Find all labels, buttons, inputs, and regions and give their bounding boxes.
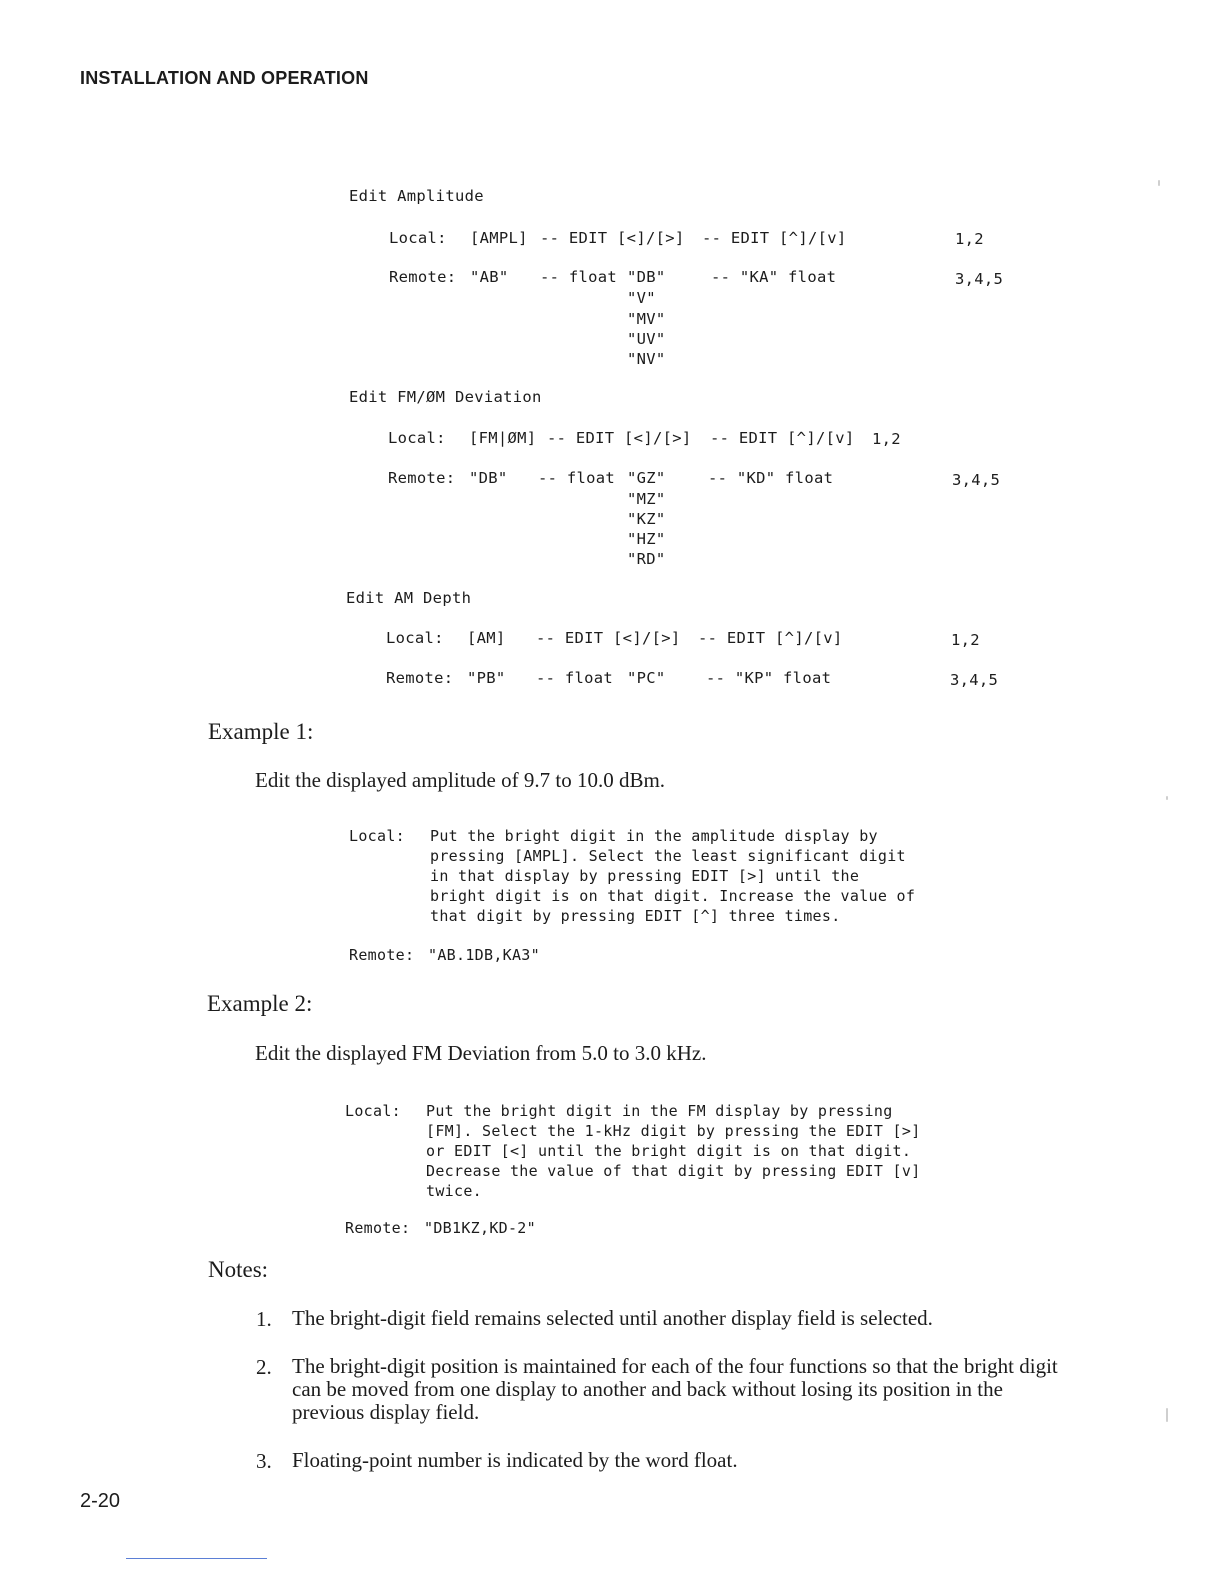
local-label: Local: [388,429,446,447]
unit-option: "V" [627,289,656,307]
example-1-local-line: that digit by pressing EDIT [^] three times. [430,907,841,925]
example-1-local-line: pressing [AMPL]. Select the least significant digit [430,847,906,865]
unit-option: "KZ" [627,510,666,528]
unit-option: "MZ" [627,490,666,508]
note-text: The bright-digit field remains selected until another display field is selected. [292,1306,933,1330]
scan-speck [1158,180,1160,186]
local-label: Local: [389,229,447,247]
unit-option: "NV" [627,350,666,368]
remote-notes-ref: 3,4,5 [950,671,999,689]
remote-float: -- float [538,469,616,487]
note-number: 2. [256,1355,272,1379]
example-2-label: Example 2: [207,991,313,1016]
scan-speck [1166,1408,1168,1422]
remote-command: -- "KP" float [706,669,832,687]
local-edit-left-right: -- EDIT [<]/[>] [540,229,685,247]
footer-rule [126,1558,267,1559]
unit-option: "MV" [627,310,666,328]
example-1-local-line: Put the bright digit in the amplitude display by [430,827,878,845]
unit-option: "RD" [627,550,666,568]
example-2-local-line: Decrease the value of that digit by pressing EDIT [v] [426,1162,921,1180]
example-1-local-label: Local: [349,827,405,845]
local-edit-up-down: -- EDIT [^]/[v] [698,629,843,647]
note-text: Floating-point number is indicated by the word float. [292,1448,738,1472]
remote-notes-ref: 3,4,5 [955,270,1004,288]
section-title-fm-deviation: Edit FM/ØM Deviation [349,388,542,406]
remote-label: Remote: [389,268,457,286]
example-2-description: Edit the displayed FM Deviation from 5.0 to 3.0 kHz. [255,1041,707,1065]
scan-speck [1166,796,1168,800]
example-1-remote-value: "AB.1DB,KA3" [428,946,540,964]
example-1-remote-label: Remote: [349,946,415,964]
local-edit-left-right: -- EDIT [<]/[>] [536,629,681,647]
remote-command: -- "KD" float [708,469,834,487]
section-title-amplitude: Edit Amplitude [349,187,484,205]
note-text: The bright-digit position is maintained for each of the four functions so that the bright digit can be moved from one display to another and back without losing its position in the previous display field. [292,1354,1058,1424]
example-2-remote-label: Remote: [345,1219,411,1237]
remote-float: -- float [540,268,618,286]
local-label: Local: [386,629,444,647]
example-1-local-line: bright digit is on that digit. Increase the value of [430,887,916,905]
unit-option: "HZ" [627,530,666,548]
example-1-description: Edit the displayed amplitude of 9.7 to 10.0 dBm. [255,768,666,792]
unit-option: "UV" [627,330,666,348]
section-title-am-depth: Edit AM Depth [346,589,472,607]
unit-option: "GZ" [627,469,666,487]
example-1-local-line: in that display by pressing EDIT [>] until the [430,867,860,885]
note-number: 1. [256,1307,272,1331]
example-2-local-line: or EDIT [<] until the bright digit is on that digit. [426,1142,912,1160]
local-notes-ref: 1,2 [955,230,984,248]
local-key: [AMPL] [470,229,528,247]
local-key: [FM|ØM] [469,429,537,447]
example-2-local-line: Put the bright digit in the FM display by pressing [426,1102,893,1120]
page-header: INSTALLATION AND OPERATION [80,68,369,88]
note-number: 3. [256,1449,272,1473]
local-edit-left-right: -- EDIT [<]/[>] [547,429,692,447]
unit-option: "PC" [627,669,666,687]
unit-option: "DB" [627,268,666,286]
notes-label: Notes: [208,1257,269,1282]
local-edit-up-down: -- EDIT [^]/[v] [710,429,855,447]
remote-notes-ref: 3,4,5 [952,471,1001,489]
remote-code: "AB" [470,268,509,286]
local-key: [AM] [467,629,506,647]
remote-command: -- "KA" float [711,268,837,286]
local-notes-ref: 1,2 [872,430,901,448]
example-2-local-line: twice. [426,1182,482,1200]
local-notes-ref: 1,2 [951,631,980,649]
example-2-local-line: [FM]. Select the 1-kHz digit by pressing the EDIT [>] [426,1122,921,1140]
example-2-remote-value: "DB1KZ,KD-2" [424,1219,536,1237]
local-edit-up-down: -- EDIT [^]/[v] [702,229,847,247]
example-1-label: Example 1: [208,719,314,744]
example-2-local-label: Local: [345,1102,401,1120]
page-number: 2-20 [80,1490,121,1512]
remote-label: Remote: [386,669,454,687]
remote-code: "PB" [467,669,506,687]
remote-float: -- float [536,669,614,687]
remote-label: Remote: [388,469,456,487]
remote-code: "DB" [469,469,508,487]
